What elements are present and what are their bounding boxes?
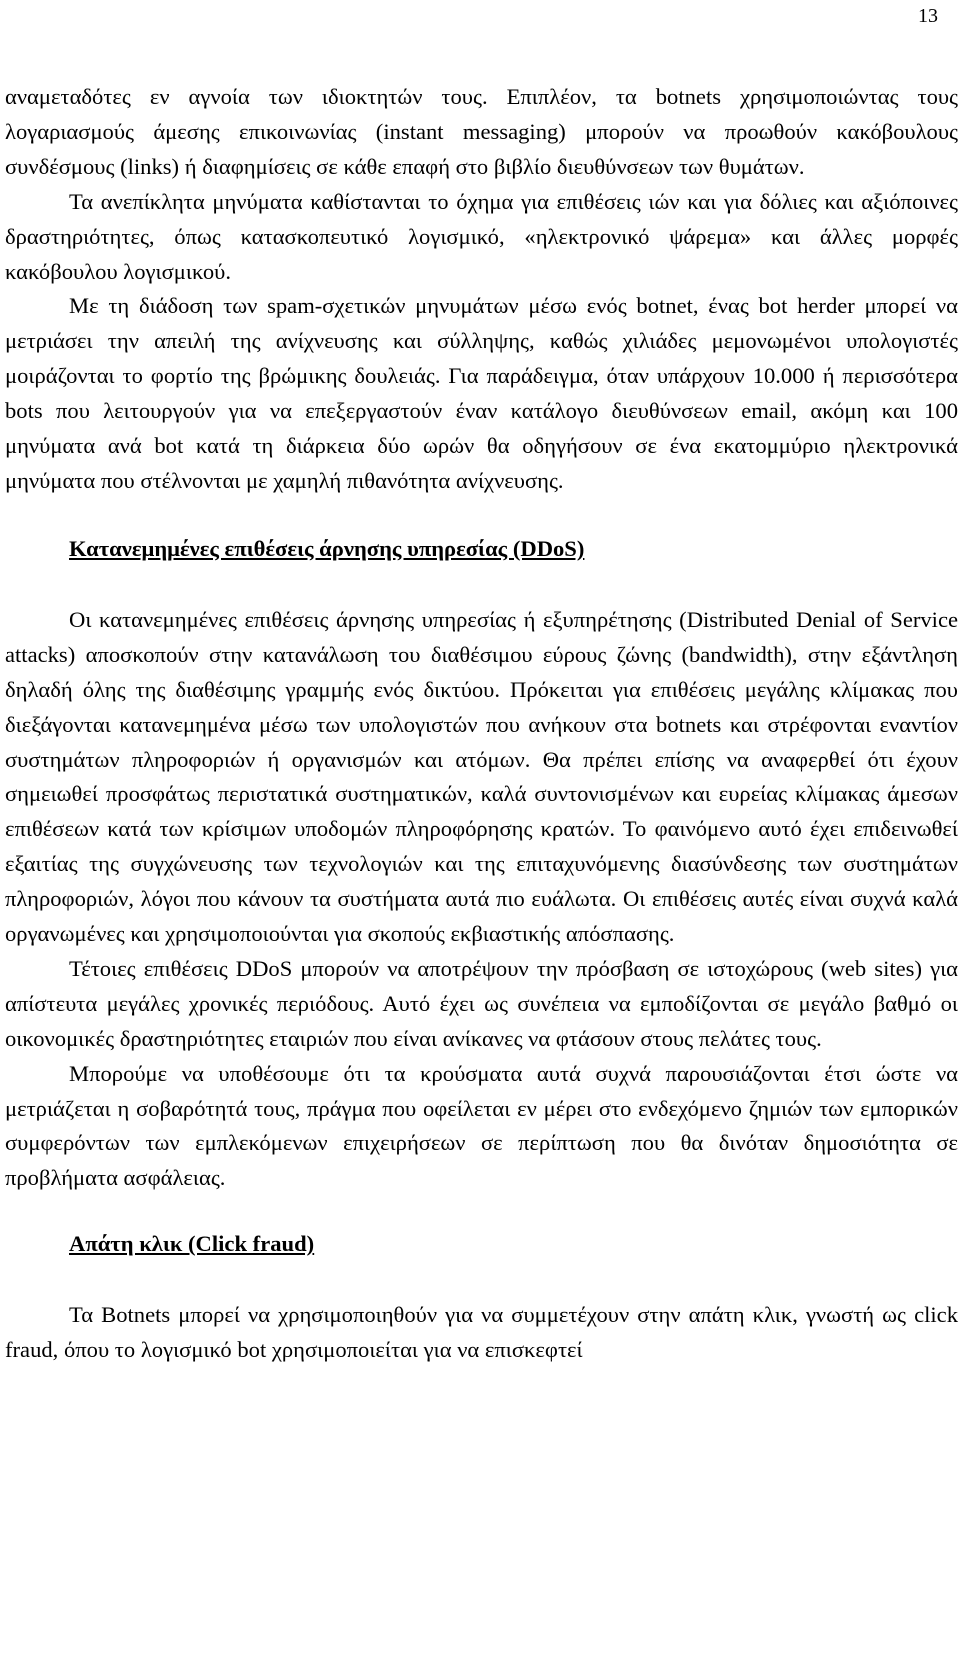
paragraph-ddos-definition: Οι κατανεμημένες επιθέσεις άρνησης υπηρεσίας ή εξυπηρέτησης (Distributed Denial of Service attacks) αποσκοπούν στην κατανάλωση του διαθέσιμου εύρους ζώνης (bandwidth), στην εξάντληση δηλαδή όλης της διαθέσιμης γραμμής ενός δικτύου. Πρόκειται για επιθέσεις μεγάλης κλίμακας που διεξάγονται κατανεμημένα μέσω των υπολογιστών που ανήκουν στα botnets και στρέφονται εναντίον συστημάτων πληροφοριών ή οργανισμών και ατόμων. Θα πρέπει επίσης να αναφερθεί ότι έχουν σημειωθεί προσφάτως περιστατικά συστηματικών, καλά συντονισμένων και ευρείας κλίμακας άμεσων επιθέσεων κατά των κρίσιμων υποδομών πληροφόρησης κρατών. Το φαινόμενο αυτό έχει επιδεινωθεί εξαιτίας της συγχώνευσης των τεχνολογιών και της επιταχυνόμενης διασύνδεσης των συστημάτων πληροφοριών, λόγοι που κάνουν τα συστήματα αυτά πιο ευάλωτα. Οι επιθέσεις αυτές είναι συχνά καλά οργανωμένες και χρησιμοποιούνται για σκοπούς εκβιαστικής απόσπασης. <box>5 606 958 947</box>
document-body <box>5 80 958 1368</box>
paragraph-spam-distribution: Με τη διάδοση των spam-σχετικών μηνυμάτων μέσω ενός botnet, ένας bot herder μπορεί να μετριάσει την απειλή της ανίχνευσης και σύλληψης, καθώς χιλιάδες μεμονωμένοι υπολογιστές μοιράζονται το φορτίο της βρώμικης δουλειάς. Για παράδειγμα, όταν υπάρχουν 10.000 ή περισσότερα bots που λειτουργούν για να επεξεργαστούν έναν κατάλογο διευθύνσεων email, ακόμη και 100 μηνύματα ανά bot κατά τη διάρκεια δύο ωρών θα οδηγήσουν σε ένα εκατομμύριο ηλεκτρονικά μηνύματα που στέλνονται με χαμηλή πιθανότητα ανίχνευσης. <box>5 293 958 493</box>
paragraph-ddos-effects: Τέτοιες επιθέσεις DDoS μπορούν να αποτρέψουν την πρόσβαση σε ιστοχώρους (web sites) για απίστευτα μεγάλες χρονικές περιόδους. Αυτό έχει ως συνέπεια να εμποδίζονται σε μεγάλο βαθμό οι οικονομικές δραστηριότητες εταιριών που είναι ανίκανες να φτάσουν στους πελάτες τους. <box>5 955 958 1051</box>
paragraph-ddos-severity: Μπορούμε να υποθέσουμε ότι τα κρούσματα αυτά συχνά παρουσιάζονται έτσι ώστε να μετριάζεται η σοβαρότητά τους, πράγμα που οφείλεται εν μέρει στο ενδεχόμενο ζημιών των εμπορικών συμφερόντων των εμπλεκόμενων επιχειρήσεων σε περίπτωση που θα δινόταν δημοσιότητα σε προβλήματα ασφάλειας. <box>5 1060 958 1191</box>
section-heading-click-fraud: Απάτη κλικ (Click fraud) <box>69 1231 315 1257</box>
paragraph-click-fraud: Τα Botnets μπορεί να χρησιμοποιηθούν για να συμμετέχουν στην απάτη κλικ, γνωστή ως click fraud, όπου το λογισμικό bot χρησιμοποιείται για να επισκεφτεί <box>5 1302 958 1363</box>
paragraph-unsolicited-messages: Τα ανεπίκλητα μηνύματα καθίστανται το όχημα για επιθέσεις ιών και για δόλιες και αξιόποινες δραστηριότητες, όπως κατασκοπευτικό λογισμικό, «ηλεκτρονικό ψάρεμα» και άλλες μορφές κακόβουλου λογισμικού. <box>5 188 958 284</box>
paragraph-botnet-messaging: αναμεταδότες εν αγνοία των ιδιοκτητών τους. Επιπλέον, τα botnets χρησιμοποιώντας τους λογαριασμούς άμεσης επικοινωνίας (instant messaging) μπορούν να προωθούν κακόβουλους συνδέσμους (links) ή διαφημίσεις σε κάθε επαφή στο βιβλίο διευθύνσεων των θυμάτων. <box>5 84 958 179</box>
page-number: 13 <box>918 5 938 27</box>
section-heading-ddos: Κατανεμημένες επιθέσεις άρνησης υπηρεσίας (DDoS) <box>69 535 585 561</box>
